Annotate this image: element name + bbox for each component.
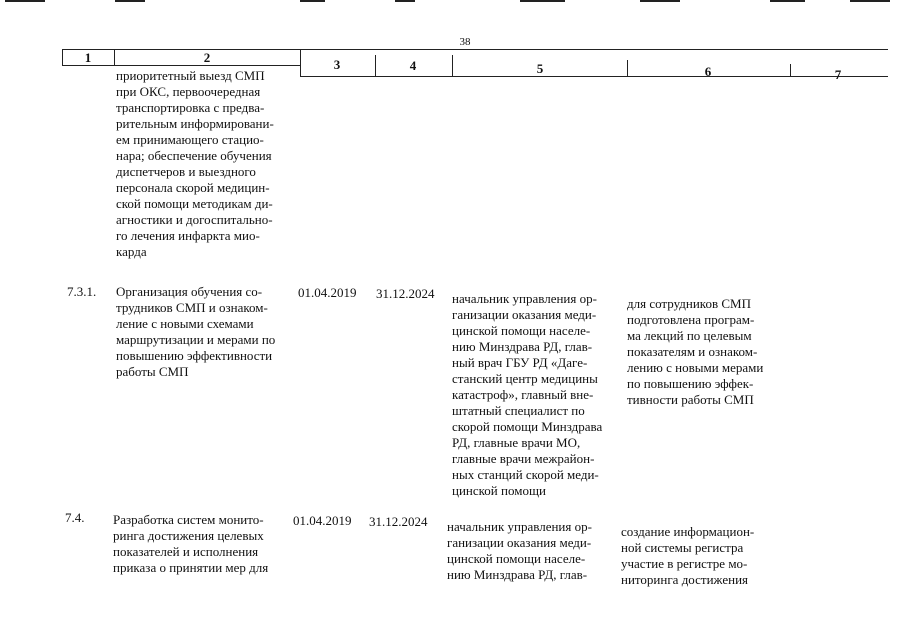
text-line: скорой помощи Минздрава: [452, 419, 603, 434]
scan-mark: [395, 0, 415, 2]
header-col-6: 6: [704, 64, 712, 79]
end-date: 31.12.2024: [369, 514, 428, 529]
text-line: штатный специалист по: [452, 403, 585, 418]
scan-mark: [850, 0, 890, 2]
column-divider: [627, 60, 628, 77]
text-line: показателей и исполнения: [113, 544, 259, 559]
text-line: Организация обучения со-: [116, 284, 263, 299]
scan-mark: [520, 0, 565, 2]
text-line: главные врачи межрайон-: [452, 451, 595, 466]
text-line: го лечения инфаркта мио-: [116, 228, 260, 243]
text-line: приоритетный выезд СМП: [116, 68, 265, 83]
text-line: участие в регистре мо-: [621, 556, 748, 571]
text-line: нию Минздрава РД, глав-: [452, 339, 593, 354]
start-date: 01.04.2019: [293, 513, 352, 528]
text-line: ниторинга достижения: [621, 572, 749, 587]
text-line: ринга достижения целевых: [113, 528, 264, 543]
scan-mark: [640, 0, 680, 2]
text-line: цинской помощи: [452, 483, 546, 498]
text-line: Разработка систем монито-: [113, 512, 264, 527]
text-line: персонала скорой медицин-: [116, 180, 270, 195]
text-line: ных станций скорой меди-: [452, 467, 599, 482]
column-divider: [375, 55, 376, 77]
text-line: нию Минздрава РД, глав-: [447, 567, 588, 582]
row-number: 7.4.: [65, 510, 85, 525]
scan-mark: [115, 0, 145, 2]
row-event: [116, 284, 288, 380]
column-divider: [790, 64, 791, 77]
row-responsible: [452, 291, 614, 499]
text-line: ма лекций по целевым: [627, 328, 752, 343]
text-line: катастроф», главный вне-: [452, 387, 594, 402]
text-line: начальник управления ор-: [452, 291, 597, 306]
header-col-1: 1: [84, 50, 92, 65]
text-line: транспортировка с предва-: [116, 100, 265, 115]
text-line: приказа о принятии мер для: [113, 560, 269, 575]
text-line: карда: [116, 244, 147, 259]
header-top-rule: [62, 49, 888, 50]
page-number: 38: [459, 36, 471, 48]
text-line: показателям и ознаком-: [627, 344, 758, 359]
text-line: ем принимающего стацио-: [116, 132, 264, 147]
text-line: ной системы регистра: [621, 540, 744, 555]
column-divider: [452, 55, 453, 77]
row-result: [627, 296, 777, 408]
header-col-5: 5: [536, 61, 544, 76]
header-bottom-rule-right: [300, 76, 888, 77]
text-line: диспетчеров и выездного: [116, 164, 256, 179]
text-line: создание информацион-: [621, 524, 755, 539]
header-col-7: 7: [834, 67, 842, 82]
scan-mark: [5, 0, 45, 2]
column-divider: [114, 49, 115, 66]
text-line: трудников СМП и ознаком-: [116, 300, 268, 315]
row-result: [621, 524, 771, 588]
text-line: ганизации оказания меди-: [447, 535, 592, 550]
row-number: 7.3.1.: [67, 284, 97, 299]
text-line: для сотрудников СМП: [627, 296, 751, 311]
text-line: повышению эффективности: [116, 348, 273, 363]
header-col-2: 2: [203, 50, 211, 65]
text-line: цинской помощи населе-: [447, 551, 586, 566]
text-line: РД, главные врачи МО,: [452, 435, 581, 450]
text-line: цинской помощи населе-: [452, 323, 591, 338]
header-col-3: 3: [333, 57, 341, 72]
header-col-4: 4: [409, 58, 417, 73]
text-line: тивности работы СМП: [627, 392, 754, 407]
row-responsible: [447, 519, 611, 583]
text-line: станский центр медицины: [452, 371, 598, 386]
text-line: начальник управления ор-: [447, 519, 592, 534]
text-line: лению с новыми мерами: [627, 360, 764, 375]
text-line: ление с новыми схемами: [116, 316, 254, 331]
text-line: ганизации оказания меди-: [452, 307, 597, 322]
text-line: ный врач ГБУ РД «Даге-: [452, 355, 588, 370]
start-date: 01.04.2019: [298, 285, 357, 300]
text-line: ской помощи методикам ди-: [116, 196, 273, 211]
text-line: рительным информировани-: [116, 116, 274, 131]
column-divider: [300, 49, 301, 77]
text-line: агностики и догоспитально-: [116, 212, 273, 227]
text-line: работы СМП: [116, 364, 189, 379]
end-date: 31.12.2024: [376, 286, 435, 301]
text-line: при ОКС, первоочередная: [116, 84, 261, 99]
continuation-text: [116, 68, 291, 260]
column-divider: [62, 49, 63, 66]
text-line: по повышению эффек-: [627, 376, 754, 391]
text-line: маршрутизации и мерами по: [116, 332, 276, 347]
scan-mark: [770, 0, 805, 2]
text-line: нара; обеспечение обучения: [116, 148, 272, 163]
row-event: [113, 512, 283, 576]
scan-mark: [300, 0, 325, 2]
text-line: подготовлена програм-: [627, 312, 755, 327]
